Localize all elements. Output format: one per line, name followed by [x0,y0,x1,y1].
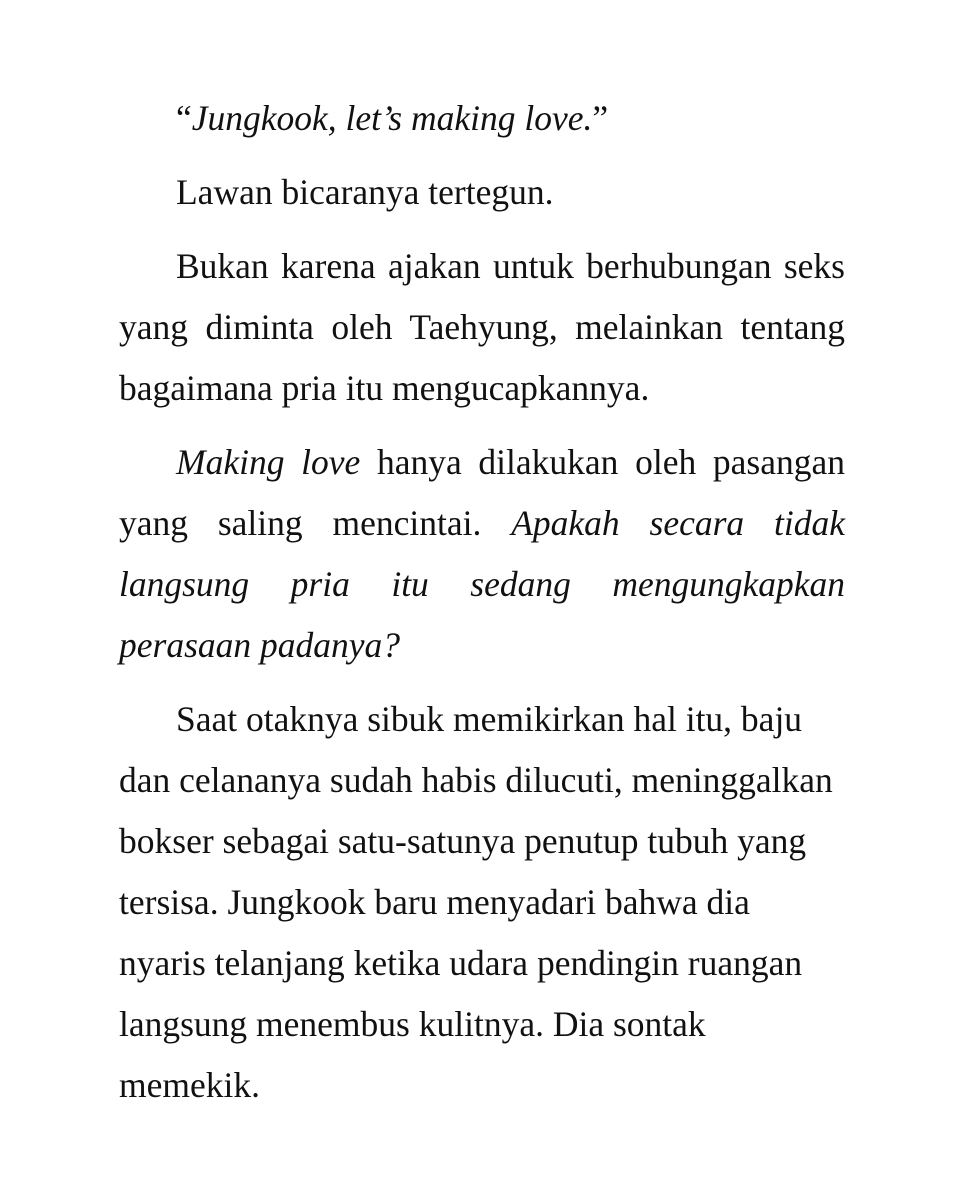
undressed-text: Saat otaknya sibuk memikirkan hal itu, baju dan celananya sudah habis dilucuti, meninggalkan bokser sebagai satu-satunya penutup tubuh yang tersisa. Jungkook baru menyadari bahwa dia nyaris telanjang ketika udara pendingin ruangan langsung menembus kulitnya. Dia sontak memekik. [119,699,833,1105]
dialogue-text: Jungkook, let’s making love. [191,98,593,138]
explanation-text: Bukan karena ajakan untuk berhubungan seks yang diminta oleh Taehyung, melainkan tentang bagaimana pria itu mengucapkannya. [119,246,845,408]
paragraph-dialogue [119,88,845,149]
making-love-phrase: Making love [176,442,361,482]
inner-thought: Apakah secara tidak langsung pria itu sedang mengungkapkan perasaan padanya? [119,503,845,665]
story-page [119,88,845,1129]
paragraph-reaction [119,162,845,223]
paragraph-undressed [119,689,845,1116]
reaction-text: Lawan bicaranya tertegun. [176,172,554,212]
paragraph-making-love [119,432,845,676]
close-quote: ” [592,98,609,138]
paragraph-explanation [119,236,845,419]
making-love-explanation: hanya dilakukan oleh pasangan yang saling mencintai. [119,442,845,543]
open-quote: “ [176,98,192,138]
